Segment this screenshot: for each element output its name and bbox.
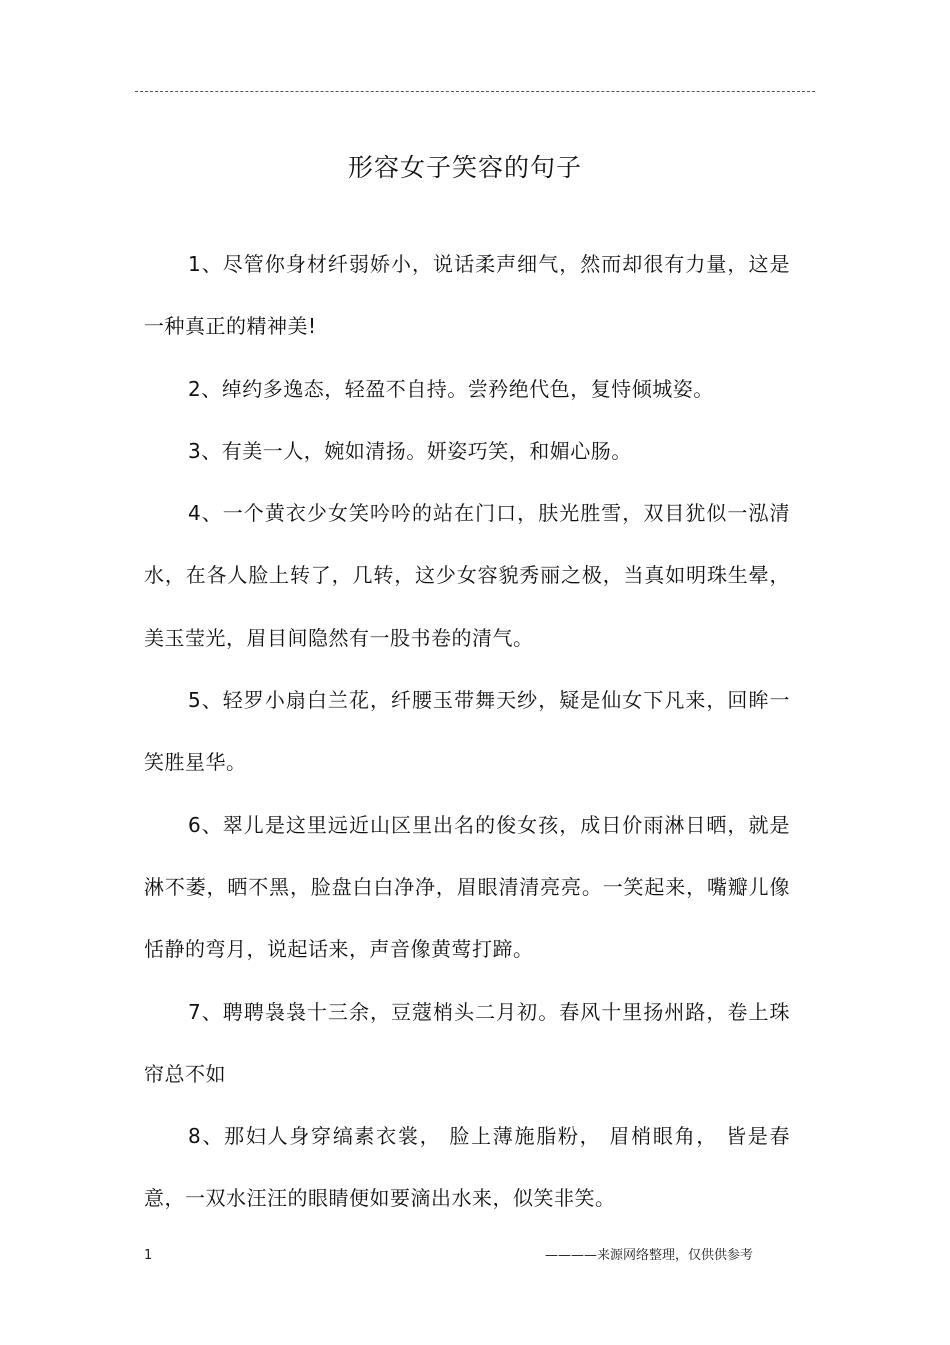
paragraph-5: 5、轻罗小扇白兰花，纤腰玉带舞天纱，疑是仙女下凡来，回眸一笑胜星华。 xyxy=(144,688,790,775)
document-title: 形容女子笑容的句子 xyxy=(347,153,582,182)
footer-source-note: ————来源网络整理，仅供供参考 xyxy=(544,1248,753,1263)
document-body xyxy=(144,233,790,1230)
paragraph-3: 3、有美一人，婉如清扬。妍姿巧笑，和媚心肠。 xyxy=(188,438,632,463)
header-divider xyxy=(135,91,815,92)
paragraph-1: 1、尽管你身材纤弱娇小，说话柔声细气，然而却很有力量，这是一种真正的精神美! xyxy=(144,252,790,339)
paragraph-2: 2、绰约多逸态，轻盈不自持。尝矜绝代色，复恃倾城姿。 xyxy=(188,376,714,401)
page-number: 1 xyxy=(144,1248,153,1263)
paragraph-7: 7、聘聘袅袅十三余，豆蔻梢头二月初。春风十里扬州路，卷上珠帘总不如 xyxy=(144,999,790,1086)
paragraph-4: 4、一个黄衣少女笑吟吟的站在门口，肤光胜雪，双目犹似一泓清水，在各人脸上转了，几转，这少女容貌秀丽之极，当真如明珠生晕，美玉莹光，眉目间隐然有一股书卷的清气。 xyxy=(144,501,790,650)
paragraph-6: 6、翠儿是这里远近山区里出名的俊女孩，成日价雨淋日晒，就是淋不萎，晒不黑，脸盘白白净净，眉眼清清亮亮。一笑起来，嘴瓣儿像恬静的弯月，说起话来，声音像黄莺打蹄。 xyxy=(144,812,790,962)
paragraph-8: 8、那妇人身穿缟素衣裳， 脸上薄施脂粉， 眉梢眼角， 皆是春意，一双水汪汪的眼睛便如要滴出水来，似笑非笑。 xyxy=(144,1124,790,1211)
